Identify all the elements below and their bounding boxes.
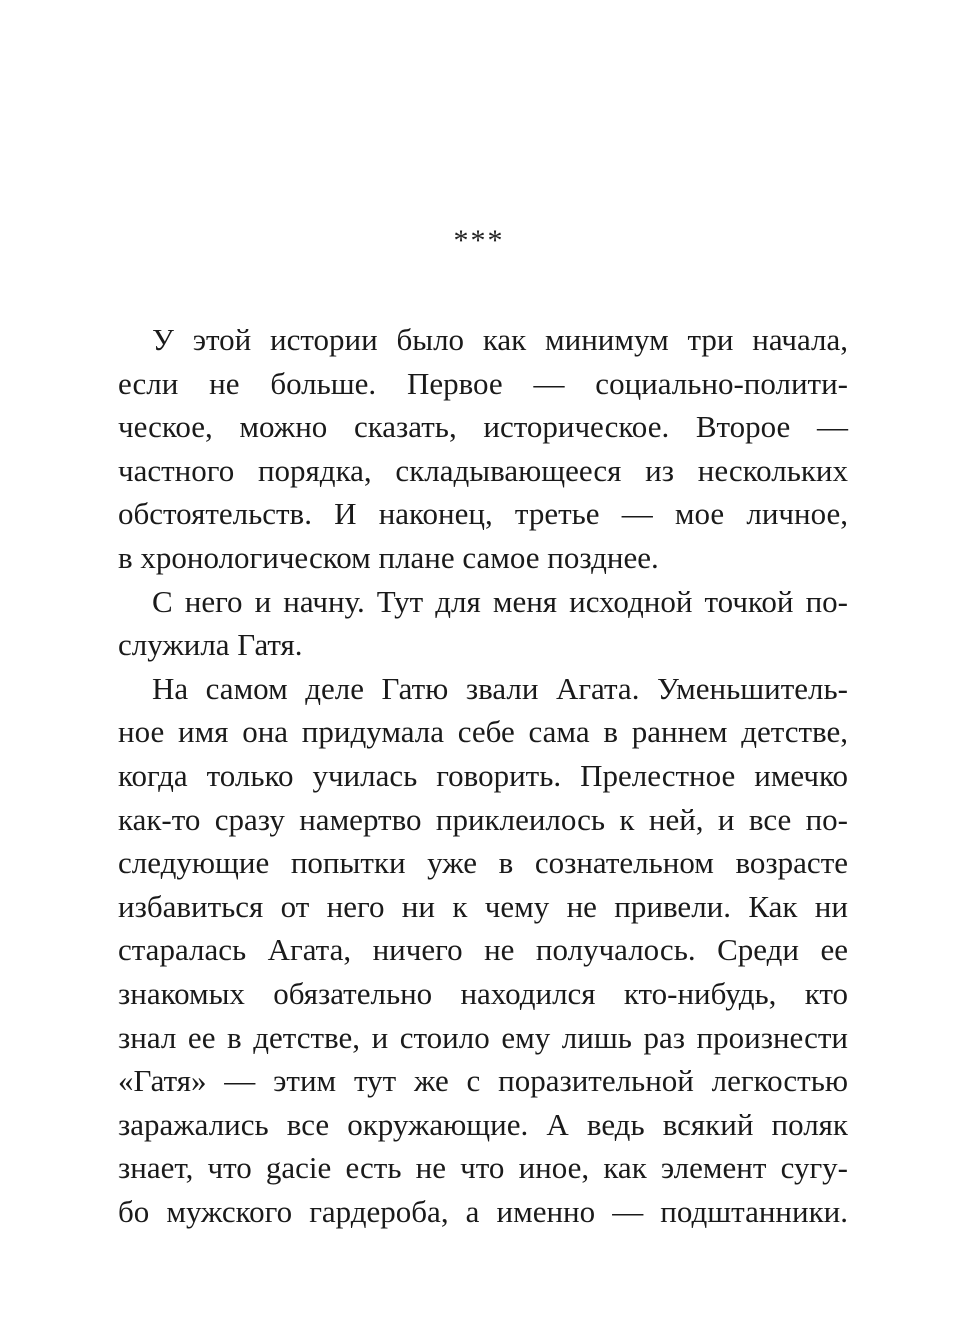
- text-line: когда только училась говорить. Прелестное имечко: [118, 757, 848, 793]
- text-line: избавиться от него ни к чему не привели. Как ни: [118, 888, 848, 924]
- text-line: У этой истории было как минимум три начала,: [152, 322, 848, 357]
- text-line: заражались все окружающие. А ведь всякий поляк: [118, 1106, 848, 1142]
- text-line: обстоятельств. И наконец, третье — мое личное,: [118, 496, 848, 532]
- text-line: «Гатя» — этим тут же с поразительной легкостью: [118, 1063, 848, 1099]
- text-line: ное имя она придумала себе сама в раннем детстве,: [118, 714, 848, 750]
- text-line: частного порядка, складывающееся из нескольких: [118, 452, 848, 488]
- text-line: служила Гатя.: [118, 627, 303, 663]
- text-line: если не больше. Первое — социально-полити-: [118, 365, 848, 401]
- text-line: старалась Агата, ничего не получалось. Среди ее: [118, 932, 848, 968]
- section-separator: ***: [453, 224, 505, 257]
- text-line: следующие попытки уже в сознательном возрасте: [118, 845, 848, 881]
- text-line: как-то сразу намертво приклеилось к ней, и все по-: [118, 801, 848, 837]
- text-line: знает, что gacie есть не что иное, как элемент сугу-: [118, 1150, 848, 1186]
- text-line: С него и начну. Тут для меня исходной точкой по-: [152, 583, 848, 619]
- body-text: [118, 318, 848, 1233]
- text-line: ческое, можно сказать, историческое. Второе —: [118, 409, 848, 445]
- text-line: знал ее в детстве, и стоило ему лишь раз произнести: [118, 1019, 848, 1055]
- text-line: На самом деле Гатю звали Агата. Уменьшитель-: [152, 670, 848, 706]
- text-line: знакомых обязательно находился кто-нибудь, кто: [118, 975, 848, 1011]
- text-line: бо мужского гардероба, а именно — подштанники.: [118, 1193, 848, 1229]
- text-line: в хронологическом плане самое позднее.: [118, 539, 659, 575]
